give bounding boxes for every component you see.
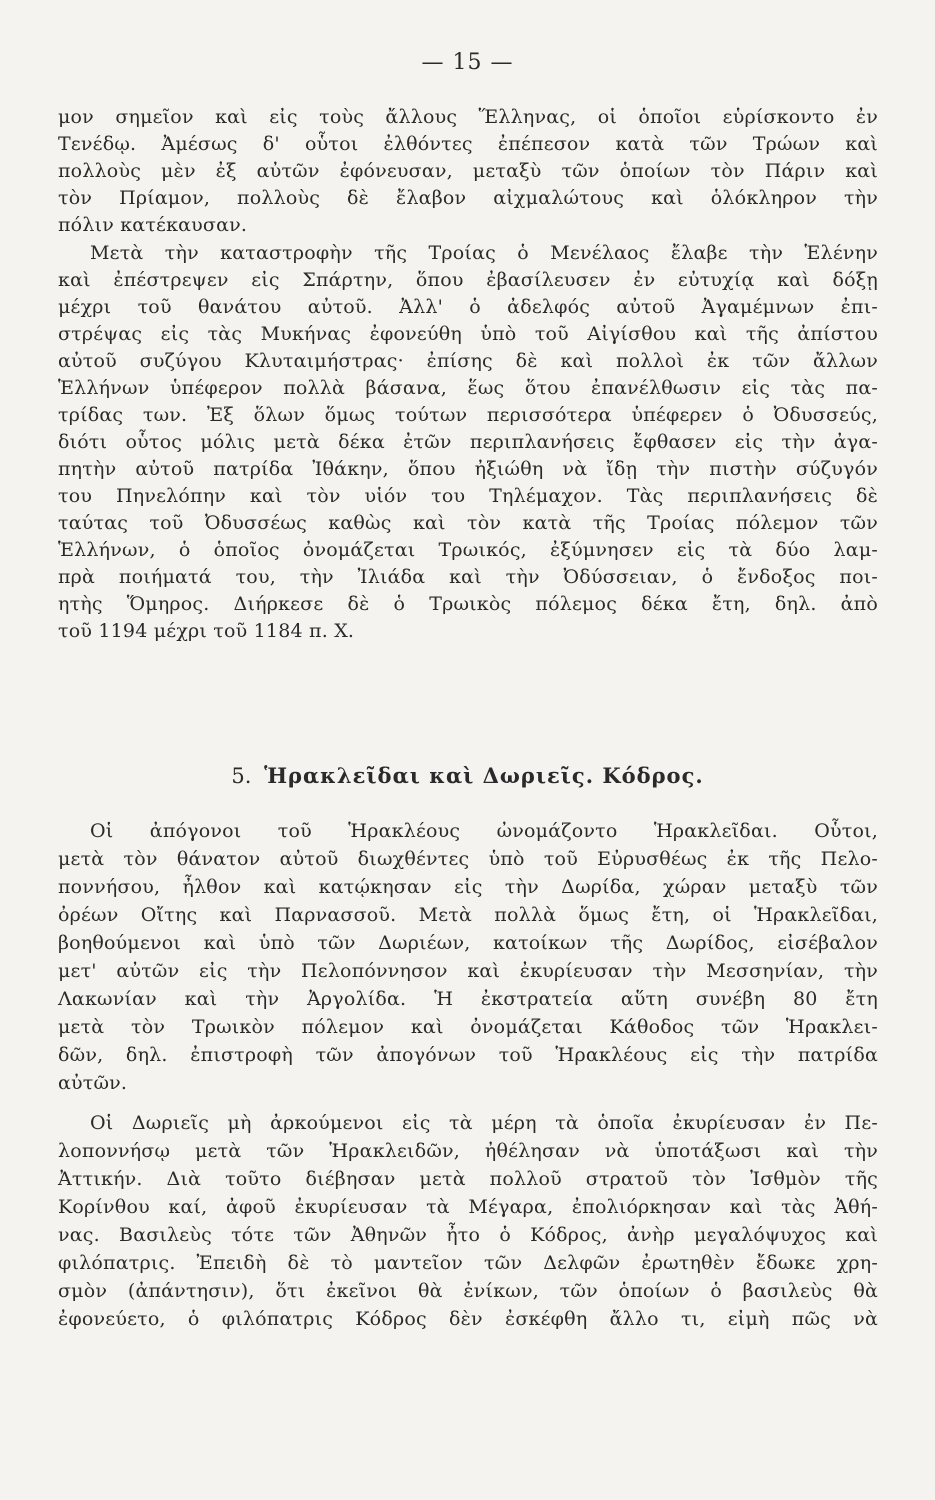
text-line: νας. Βασιλεὺς τότε τῶν Ἀθηνῶν ἦτο ὁ Κόδρος, ἀνὴρ μεγαλόψυχος καὶ <box>58 1224 878 1246</box>
text-line: σμὸν (ἀπάντησιν), ὅτι ἐκεῖνοι θὰ ἐνίκων, τῶν ὁποίων ὁ βασιλεὺς θὰ <box>58 1280 878 1302</box>
text-line: δῶν, δηλ. ἐπιστροφὴ τῶν ἀπογόνων τοῦ Ἡρακλέους εἰς τὴν πατρίδα <box>58 1044 878 1066</box>
text-line: μετ' αὐτῶν εἰς τὴν Πελοπόννησον καὶ ἐκυρίευσαν τὴν Μεσσηνίαν, τὴν <box>58 960 878 982</box>
text-line: στρέψας εἰς τὰς Μυκήνας ἐφονεύθη ὑπὸ τοῦ Αἰγίσθου καὶ τῆς ἀπίστου <box>58 323 878 345</box>
text-line: Κορίνθου καί, ἀφοῦ ἐκυρίευσαν τὰ Μέγαρα, ἐπολιόρκησαν καὶ τὰς Ἀθή- <box>58 1196 878 1218</box>
text-line: αὐτοῦ συζύγου Κλυταιμήστρας· ἐπίσης δὲ καὶ πολλοὶ ἐκ τῶν ἄλλων <box>58 350 878 372</box>
text-line: τοῦ 1194 μέχρι τοῦ 1184 π. Χ. <box>58 620 355 642</box>
text-line: διότι οὗτος μόλις μετὰ δέκα ἐτῶν περιπλανήσεις ἔφθασεν εἰς τὴν ἀγα- <box>58 431 878 453</box>
text-line: καὶ ἐπέστρεψεν εἰς Σπάρτην, ὅπου ἐβασίλευσεν ἐν εὐτυχίᾳ καὶ δόξῃ <box>58 269 878 291</box>
text-line: Λακωνίαν καὶ τὴν Ἀργολίδα. Ἡ ἐκστρατεία αὕτη συνέβη 80 ἔτη <box>58 988 878 1010</box>
text-line: μετὰ τὸν θάνατον αὐτοῦ διωχθέντες ὑπὸ τοῦ Εὐρυσθέως ἐκ τῆς Πελο- <box>58 848 878 870</box>
page-number: — 15 — <box>421 50 514 75</box>
text-line: Μετὰ τὴν καταστροφὴν τῆς Τροίας ὁ Μενέλαος ἔλαβε τὴν Ἑλένην <box>90 242 878 264</box>
text-line: πητὴν αὐτοῦ πατρίδα Ἰθάκην, ὅπου ἠξιώθη νὰ ἴδῃ τὴν πιστὴν σύζυγόν <box>58 458 878 480</box>
text-line: του Πηνελόπην καὶ τὸν υἱόν του Τηλέμαχον. Τὰς περιπλανήσεις δὲ <box>58 485 878 507</box>
text-line: Τενέδῳ. Ἀμέσως δ' οὗτοι ἐλθόντες ἐπέπεσον κατὰ τῶν Τρώων καὶ <box>58 133 878 155</box>
text-line: αὐτῶν. <box>58 1072 128 1094</box>
section-title: Ἡρακλεῖδαι καὶ Δωριεῖς. Κόδρος. <box>264 763 704 788</box>
text-line: ητὴς Ὅμηρος. Διήρκεσε δὲ ὁ Τρωικὸς πόλεμος δέκα ἔτη, δηλ. ἀπὸ <box>58 593 878 615</box>
text-line: πρὰ ποιήματά του, τὴν Ἰλιάδα καὶ τὴν Ὀδύσσειαν, ὁ ἔνδοξος ποι- <box>58 566 878 588</box>
text-line: λοποννήσῳ μετὰ τῶν Ἡρακλειδῶν, ἠθέλησαν νὰ ὑποτάξωσι καὶ τὴν <box>58 1140 878 1162</box>
text-line: βοηθούμενοι καὶ ὑπὸ τῶν Δωριέων, κατοίκων τῆς Δωρίδος, εἰσέβαλον <box>58 932 878 954</box>
text-line: μέχρι τοῦ θανάτου αὐτοῦ. Ἀλλ' ὁ ἀδελφός αὐτοῦ Ἀγαμέμνων ἐπι- <box>58 296 878 318</box>
text-line: ὀρέων Οἴτης καὶ Παρνασσοῦ. Μετὰ πολλὰ ὅμως ἔτη, οἱ Ἡρακλεῖδαι, <box>58 904 878 926</box>
text-line: Οἱ Δωριεῖς μὴ ἀρκούμενοι εἰς τὰ μέρη τὰ ὁποῖα ἐκυρίευσαν ἐν Πε- <box>90 1112 878 1134</box>
text-line: πολλοὺς μὲν ἐξ αὐτῶν ἐφόνευσαν, μεταξὺ τῶν ὁποίων τὸν Πάριν καὶ <box>58 160 878 182</box>
text-line: Ἑλλήνων ὑπέφερον πολλὰ βάσανα, ἕως ὅτου ἐπανέλθωσιν εἰς τὰς πα- <box>58 377 878 399</box>
text-line: φιλόπατρις. Ἐπειδὴ δὲ τὸ μαντεῖον τῶν Δελφῶν ἐρωτηθὲν ἔδωκε χρη- <box>58 1252 878 1274</box>
text-line: μον σημεῖον καὶ εἰς τοὺς ἄλλους Ἕλληνας, οἱ ὁποῖοι εὑρίσκοντο ἐν <box>58 106 878 128</box>
text-line: πόλιν κατέκαυσαν. <box>58 214 248 236</box>
text-line: ποννήσου, ἦλθον καὶ κατῴκησαν εἰς τὴν Δωρίδα, χώραν μεταξὺ τῶν <box>58 876 878 898</box>
text-line: Ἀττικήν. Διὰ τοῦτο διέβησαν μετὰ πολλοῦ στρατοῦ τὸν Ἰσθμὸν τῆς <box>58 1168 878 1190</box>
text-line: Ἑλλήνων, ὁ ὁποῖος ὀνομάζεται Τρωικός, ἐξύμνησεν εἰς τὰ δύο λαμ- <box>58 539 878 561</box>
text-line: τρίδας των. Ἐξ ὅλων ὅμως τούτων περισσότερα ὑπέφερεν ὁ Ὀδυσσεύς, <box>58 404 878 426</box>
section-number: 5. <box>231 764 252 788</box>
text-line: μετὰ τὸν Τρωικὸν πόλεμον καὶ ὀνομάζεται Κάθοδος τῶν Ἡρακλει- <box>58 1016 878 1038</box>
text-line: ἐφονεύετο, ὁ φιλόπατρις Κόδρος δὲν ἐσκέφθη ἄλλο τι, εἰμὴ πῶς νὰ <box>58 1308 878 1330</box>
text-line: ταύτας τοῦ Ὀδυσσέως καθὼς καὶ τὸν κατὰ τῆς Τροίας πόλεμον τῶν <box>58 512 878 534</box>
text-line: Οἱ ἀπόγονοι τοῦ Ἡρακλέους ὠνομάζοντο Ἡρακλεῖδαι. Οὗτοι, <box>90 820 878 842</box>
text-line: τὸν Πρίαμον, πολλοὺς δὲ ἔλαβον αἰχμαλώτους καὶ ὁλόκληρον τὴν <box>58 187 878 209</box>
section-heading <box>0 762 935 790</box>
